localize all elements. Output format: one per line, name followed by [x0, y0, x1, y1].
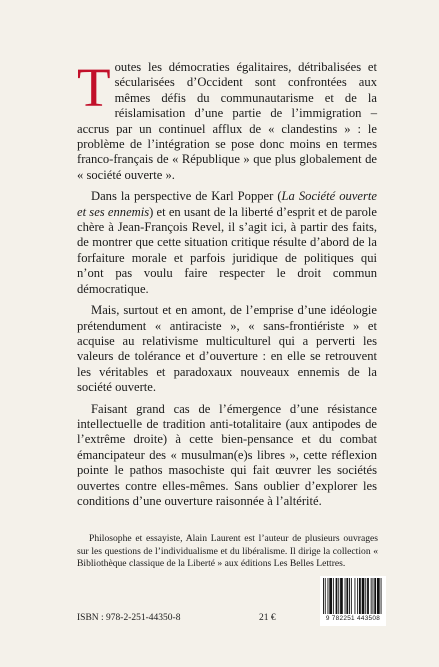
- blurb-paragraph-1: [77, 57, 377, 183]
- price: 21 €: [259, 613, 276, 623]
- book-title: La Société ouverte et ses ennemis: [77, 189, 377, 219]
- barcode: [320, 576, 386, 626]
- barcode-bars: [320, 576, 386, 616]
- drop-cap: T: [77, 57, 111, 118]
- isbn: ISBN : 978-2-251-44350-8: [77, 613, 181, 623]
- author-bio-text: Philosophe et essayiste, Alain Laurent est l’auteur de plusieurs ouvrages sur les questions de l’individualisme et du libéralisme. Il dirige la collection « Bibliothèque classique de la Liberté » aux éditions Les Belles Lettres.: [77, 533, 378, 570]
- blurb-paragraph-3: Mais, surtout et en amont, de l’emprise d’une idéologie prétendument « antiraciste », « sans-frontiériste » et acquise au relativisme multiculturel qui a perverti les valeurs de tolérance et d’ouverture : en elle se retrouvent les véritables et paradoxaux nouveaux ennemis de la société ouverte.: [77, 303, 377, 395]
- blurb-paragraph-2: Dans la perspective de Karl Popper (La Société ouverte et ses ennemis) et en usant de la liberté d’esprit et de parole chère à Jean-François Revel, il s’agit ici, à partir des faits, de montrer que cette situation critique résulte d’abord de la forfaiture morale et parfois juridique de politiques qui n’ont pas voulu faire respecter le droit commun démocratique.: [77, 189, 377, 296]
- blurb-paragraph-1-text: outes les démocraties égalitaires, détribalisées et sécularisées d’Occident sont confrontées aux mêmes défis du communautarisme et de la réislamisation d’une partie de l’immigration – accrus par un continuel afflux de « clandestins » : le problème de l’intégration se pose donc moins en termes franco-français de « République » que plus globalement de « société ouverte ».: [77, 60, 377, 182]
- blurb: [77, 57, 377, 515]
- barcode-number: 9 782251 443508: [320, 615, 386, 622]
- author-bio: [77, 533, 378, 571]
- blurb-paragraph-4: Faisant grand cas de l’émergence d’une résistance intellectuelle de tradition anti-totalitaire (aux antipodes de l’extrême droite) à cette bien-pensance et du combat émancipateur des « musulman(e)s libres », cette réflexion pointe le pathos masochiste qui fait œuvrer les sociétés ouvertes contre elles-mêmes. Sans oublier d’explorer les conditions d’une ouverture raisonnée à l’altérité.: [77, 401, 377, 508]
